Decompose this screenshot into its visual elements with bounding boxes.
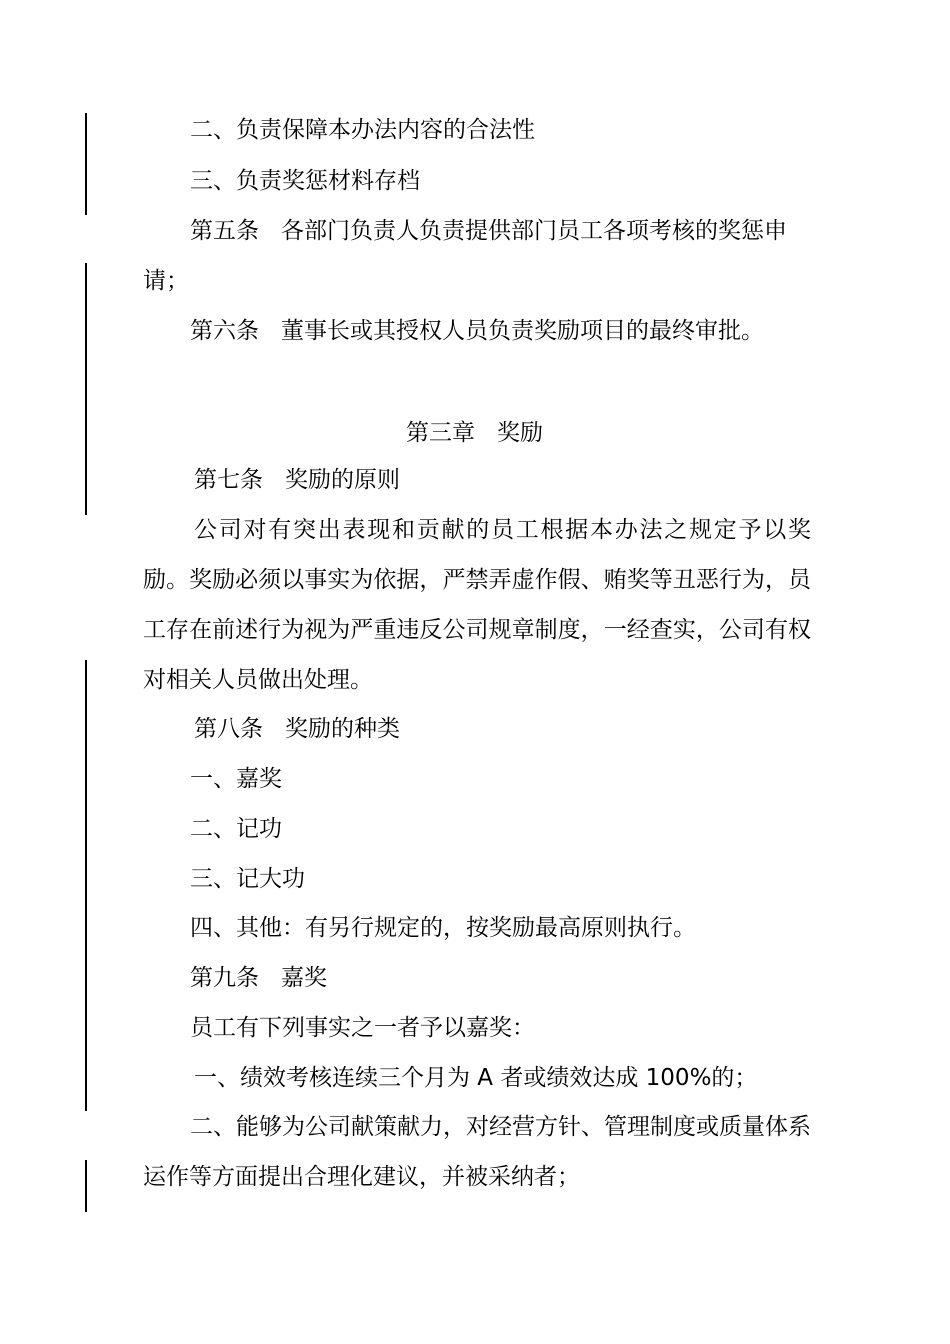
chapter-title [406,418,543,448]
revision-bar [85,113,87,215]
article-8-body: 奖励的种类 [285,716,400,742]
article-5 [190,216,787,246]
reward-type-2: 二、记功 [190,816,282,842]
article-9-body: 嘉奖 [281,965,327,991]
reward-type-3: 三、记大功 [190,866,305,892]
article-7-body: 奖励的原则 [285,467,400,493]
article-5-continuation: 请； [143,268,189,294]
article-9 [190,963,327,993]
clause-line-3: 三、负责奖惩材料存档 [190,168,420,194]
article-7 [194,465,400,495]
article-6 [190,316,764,346]
article-5-heading: 第五条 [190,218,259,244]
revision-bar [85,660,87,1111]
chapter-name: 奖励 [497,420,543,446]
article-9-intro: 员工有下列事实之一者予以嘉奖： [190,1015,535,1041]
reward-type-4: 四、其他：有另行规定的，按奖励最高原则执行。 [190,915,696,941]
chapter-number: 第三章 [406,420,475,446]
article-6-body: 董事长或其授权人员负责奖励项目的最终审批。 [281,318,764,344]
article-8-heading: 第八条 [194,716,263,742]
commendation-condition-2: 二、能够为公司献策献力，对经营方针、管理制度或质量体系运作等方面提出合理化建议，并被采纳者； [143,1114,811,1190]
article-7-heading: 第七条 [194,467,263,493]
commendation-condition-1: 一、绩效考核连续三个月为 A 者或绩效达成 100%的； [194,1065,758,1091]
revision-bar [85,1160,87,1212]
reward-type-1: 一、嘉奖 [190,766,282,792]
article-8 [194,714,400,744]
article-7-paragraph: 公司对有突出表现和贡献的员工根据本办法之规定予以奖励。奖励必须以事实为依据，严禁弄虚作假、贿奖等丑恶行为，员工存在前述行为视为严重违反公司规章制度，一经查实，公司有权对相关人员做出处理。 [143,517,811,693]
article-6-heading: 第六条 [190,318,259,344]
article-5-body: 各部门负责人负责提供部门员工各项考核的奖惩申 [281,218,787,244]
clause-line-2: 二、负责保障本办法内容的合法性 [190,117,535,143]
article-9-heading: 第九条 [190,965,259,991]
revision-bar [85,263,87,515]
